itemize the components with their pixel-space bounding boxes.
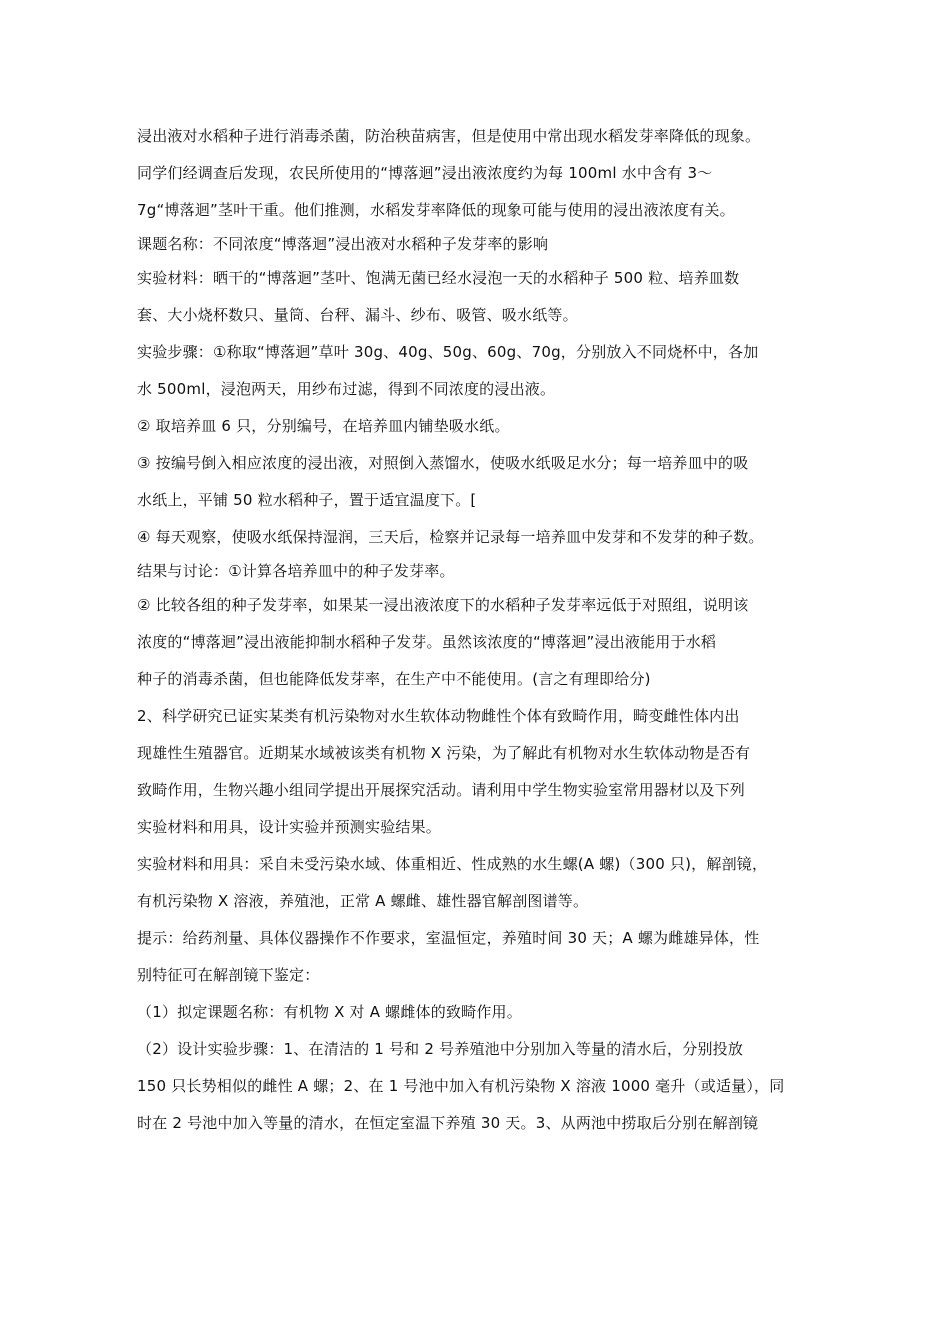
- text-line: 浓度的“博落迴”浸出液能抑制水稻种子发芽。虽然该浓度的“博落迴”浸出液能用于水稻: [137, 633, 717, 651]
- text-line: 实验材料和用具，设计实验并预测实验结果。: [137, 818, 442, 836]
- text-line: （2）设计实验步骤：1、在清洁的 1 号和 2 号养殖池中分别加入等量的清水后，分别投放: [137, 1040, 744, 1058]
- document-body: [137, 118, 820, 1142]
- text-line: 致畸作用，生物兴趣小组同学提出开展探究活动。请利用中学生物实验室常用器材以及下列: [137, 781, 746, 799]
- text-line: 套、大小烧杯数只、量筒、台秤、漏斗、纱布、吸管、吸水纸等。: [137, 306, 578, 324]
- text-line: 水纸上，平铺 50 粒水稻种子，置于适宜温度下。[: [137, 491, 477, 509]
- text-line: 提示：给药剂量、具体仪器操作不作要求，室温恒定，养殖时间 30 天；A 螺为雌雄异体，性: [137, 929, 760, 947]
- text-line: 同学们经调查后发现，农民所使用的“博落迴”浸出液浓度约为每 100ml 水中含有 3～: [137, 164, 713, 182]
- topic-title-line: 课题名称：不同浓度“博落迴”浸出液对水稻种子发芽率的影响: [137, 235, 549, 253]
- text-line: 种子的消毒杀菌，但也能降低发芽率，在生产中不能使用。(言之有理即给分): [137, 670, 651, 688]
- text-line: ② 比较各组的种子发芽率，如果某一浸出液浓度下的水稻种子发芽率远低于对照组，说明该: [137, 596, 749, 614]
- text-line: 浸出液对水稻种子进行消毒杀菌，防治秧苗病害，但是使用中常出现水稻发芽率降低的现象。: [137, 127, 761, 145]
- text-line: 水 500ml，浸泡两天，用纱布过滤，得到不同浓度的浸出液。: [137, 380, 556, 398]
- text-line: 别特征可在解剖镜下鉴定：: [137, 966, 320, 984]
- text-line: 时在 2 号池中加入等量的清水，在恒定室温下养殖 30 天。3、从两池中捞取后分别在解剖镜: [137, 1114, 759, 1132]
- text-line: 7g“博落迴”茎叶干重。他们推测，水稻发芽率降低的现象可能与使用的浸出液浓度有关。: [137, 201, 735, 219]
- question-line: 2、科学研究已证实某类有机污染物对水生软体动物雌性个体有致畸作用，畸变雌性体内出: [137, 707, 740, 725]
- text-line: ③ 按编号倒入相应浓度的浸出液，对照倒入蒸馏水，使吸水纸吸足水分；每一培养皿中的吸: [137, 454, 749, 472]
- text-line: 实验材料和用具：采自未受污染水域、体重相近、性成熟的水生螺(A 螺)（300 只)，解剖镜，: [137, 855, 768, 873]
- text-line: ④ 每天观察，使吸水纸保持湿润，三天后，检察并记录每一培养皿中发芽和不发芽的种子数。: [137, 528, 764, 546]
- text-line: 结果与讨论：①计算各培养皿中的种子发芽率。: [137, 562, 455, 580]
- text-line: （1）拟定课题名称：有机物 X 对 A 螺雌体的致畸作用。: [137, 1003, 522, 1021]
- text-line: 实验步骤：①称取“博落迴”草叶 30g、40g、50g、60g、70g，分别放入不同烧杯中，各加: [137, 343, 759, 361]
- text-line: 有机污染物 X 溶液，养殖池，正常 A 螺雌、雄性器官解剖图谱等。: [137, 892, 589, 910]
- text-line: 现雄性生殖器官。近期某水域被该类有机物 X 污染，为了解此有机物对水生软体动物是否有: [137, 744, 751, 762]
- text-line: 实验材料：晒干的“博落迴”茎叶、饱满无菌已经水浸泡一天的水稻种子 500 粒、培养皿数: [137, 269, 740, 287]
- text-line: ② 取培养皿 6 只，分别编号，在培养皿内铺垫吸水纸。: [137, 417, 510, 435]
- text-line: 150 只长势相似的雌性 A 螺；2、在 1 号池中加入有机污染物 X 溶液 1000 毫升（或适量），同: [137, 1077, 785, 1095]
